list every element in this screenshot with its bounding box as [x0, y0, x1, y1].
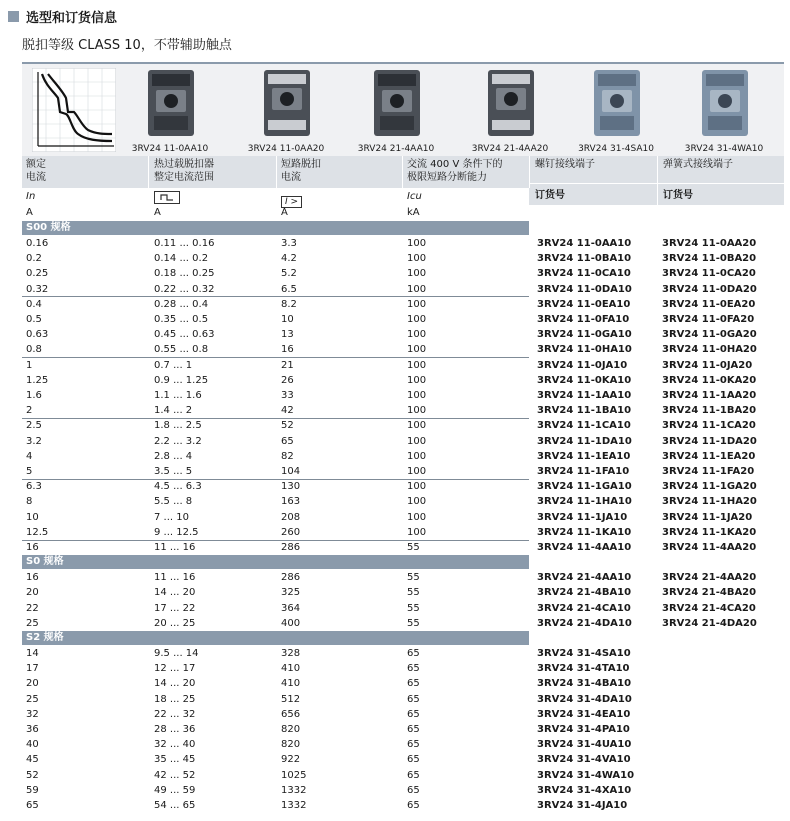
cell-c5: 3RV24 21-4CA10 [537, 602, 631, 614]
cell-c3: 26 [281, 374, 294, 386]
table-row [22, 297, 784, 312]
cell-c5: 3RV24 11-0GA10 [537, 329, 632, 341]
cell-c4: 65 [407, 784, 420, 796]
cell-c4: 65 [407, 769, 420, 781]
table-row [22, 601, 784, 616]
cell-c6: 3RV24 21-4CA20 [662, 602, 756, 614]
cell-c4: 65 [407, 754, 420, 766]
cell-c4: 55 [407, 572, 420, 584]
cell-c5: 3RV24 11-1FA10 [537, 466, 630, 477]
cell-c3: 512 [281, 693, 301, 705]
cell-c3: 163 [281, 496, 301, 508]
table-row [22, 616, 784, 631]
cell-c4: 55 [407, 542, 420, 553]
cell-c5: 3RV24 31-4SA10 [537, 648, 631, 659]
table-row [22, 403, 784, 418]
cell-c3: 656 [281, 708, 301, 720]
table-row [22, 707, 784, 722]
cell-c6: 3RV24 21-4AA20 [662, 572, 757, 584]
table-row [22, 449, 784, 464]
cell-c6: 3RV24 11-1FA20 [662, 466, 755, 477]
cell-c2: 1.8 ... 2.5 [154, 420, 202, 432]
cell-c4: 65 [407, 663, 420, 675]
cell-c4: 100 [407, 390, 427, 401]
cell-c3: 21 [281, 359, 294, 371]
cell-c6: 3RV24 21-4BA20 [662, 587, 757, 599]
cell-c4: 65 [407, 693, 420, 705]
cell-c6: 3RV24 11-1GA20 [662, 481, 757, 493]
table-row [22, 783, 784, 798]
cell-c3: 4.2 [281, 253, 297, 265]
cell-c1: 14 [26, 648, 39, 659]
table-row [22, 434, 784, 449]
cell-c1: 16 [26, 542, 39, 553]
cell-c1: 3.2 [26, 435, 42, 447]
cell-c3: 3.3 [281, 238, 297, 249]
unit-ka: kA [407, 207, 420, 218]
cell-c2: 49 ... 59 [154, 784, 196, 796]
cell-c5: 3RV24 31-4JA10 [537, 800, 628, 811]
cell-c1: 0.16 [26, 238, 49, 249]
cell-c2: 11 ... 16 [154, 572, 196, 584]
cell-c4: 100 [407, 374, 427, 386]
cell-c1: 0.32 [26, 283, 49, 295]
cell-c2: 2.2 ... 3.2 [154, 435, 202, 447]
section-bar: S0 规格 [22, 555, 529, 569]
cell-c4: 100 [407, 359, 427, 371]
cell-c3: 410 [281, 663, 301, 675]
cell-c4: 100 [407, 268, 427, 280]
table-row [22, 312, 784, 327]
cell-c1: 12.5 [26, 526, 49, 538]
product-image: 3RV24 21-4AA10 [336, 64, 456, 156]
cell-c4: 55 [407, 587, 420, 599]
section-bar: S2 规格 [22, 631, 529, 645]
cell-c5: 3RV24 11-1HA10 [537, 496, 632, 508]
cell-c5: 3RV24 11-1GA10 [537, 481, 632, 493]
cell-c2: 12 ... 17 [154, 663, 196, 675]
cell-c1: 40 [26, 739, 39, 751]
cell-c4: 100 [407, 253, 427, 265]
cell-c3: 922 [281, 754, 301, 766]
cell-c6: 3RV24 11-1JA20 [662, 511, 753, 523]
cell-c1: 45 [26, 754, 39, 766]
cell-c6: 3RV24 11-4AA20 [662, 542, 757, 553]
cell-c2: 0.18 ... 0.25 [154, 268, 215, 280]
cell-c2: 1.1 ... 1.6 [154, 390, 202, 401]
table-row [22, 236, 784, 251]
cell-c6: 3RV24 11-0FA20 [662, 314, 755, 325]
cell-c6: 3RV24 11-0CA20 [662, 268, 756, 280]
col-setting-range: 热过载脱扣器 整定电流范围 [154, 159, 214, 183]
cell-c1: 20 [26, 587, 39, 599]
cell-c5: 3RV24 11-0EA10 [537, 298, 631, 310]
cell-c3: 364 [281, 602, 301, 614]
cell-c1: 1.6 [26, 390, 42, 401]
cell-c1: 5 [26, 466, 33, 477]
table-row [22, 282, 784, 297]
cell-c6: 3RV24 11-1BA20 [662, 405, 757, 417]
col-breaking-capacity: 交流 400 V 条件下的 极限短路分断能力 [407, 159, 503, 183]
cell-c3: 410 [281, 678, 301, 690]
section-bar: S00 规格 [22, 221, 529, 235]
cell-c5: 3RV24 31-4PA10 [537, 724, 630, 735]
cell-c1: 17 [26, 663, 39, 675]
table-row [22, 737, 784, 752]
cell-c5: 3RV24 11-1EA10 [537, 450, 631, 462]
cell-c5: 3RV24 11-0FA10 [537, 314, 630, 325]
cell-c5: 3RV24 11-4AA10 [537, 542, 632, 553]
cell-c5: 3RV24 21-4DA10 [537, 617, 632, 629]
cell-c3: 104 [281, 466, 301, 477]
cell-c6: 3RV24 11-1EA20 [662, 450, 756, 462]
cell-c2: 4.5 ... 6.3 [154, 481, 202, 493]
table-row [22, 418, 784, 433]
cell-c2: 7 ... 10 [154, 511, 189, 523]
cell-c2: 32 ... 40 [154, 739, 196, 751]
cell-c1: 0.8 [26, 344, 42, 356]
table-row [22, 692, 784, 707]
cell-c2: 22 ... 32 [154, 708, 196, 720]
cell-c6: 3RV24 11-1KA20 [662, 526, 757, 538]
cell-c6: 3RV24 11-0JA20 [662, 359, 753, 371]
cell-c3: 8.2 [281, 298, 297, 310]
cell-c4: 100 [407, 511, 427, 523]
table-row [22, 570, 784, 585]
cell-c4: 100 [407, 238, 427, 249]
cell-c3: 16 [281, 344, 294, 356]
cell-c4: 65 [407, 678, 420, 690]
cell-c2: 9 ... 12.5 [154, 526, 199, 538]
cell-c2: 0.28 ... 0.4 [154, 298, 209, 310]
cell-c2: 0.14 ... 0.2 [154, 253, 209, 265]
table-row [22, 525, 784, 540]
cell-c2: 3.5 ... 5 [154, 466, 193, 477]
cell-c5: 3RV24 11-0DA10 [537, 283, 632, 295]
cell-c6: 3RV24 21-4DA20 [662, 617, 757, 629]
table-row [22, 388, 784, 403]
table-row [22, 798, 784, 813]
cell-c4: 100 [407, 283, 427, 295]
cell-c1: 4 [26, 450, 33, 462]
cell-c1: 0.63 [26, 329, 49, 341]
cell-c2: 14 ... 20 [154, 587, 196, 599]
table-row [22, 585, 784, 600]
cell-c3: 208 [281, 511, 301, 523]
tripping-curve-icon [32, 68, 116, 152]
cell-c4: 100 [407, 496, 427, 508]
col-screw-terminal: 螺钉接线端子 [535, 159, 595, 170]
product-image-row [22, 64, 784, 156]
cell-c1: 59 [26, 784, 39, 796]
cell-c2: 0.45 ... 0.63 [154, 329, 215, 341]
cell-c1: 16 [26, 572, 39, 584]
cell-c1: 2.5 [26, 420, 42, 432]
table-row [22, 479, 784, 494]
cell-c1: 20 [26, 678, 39, 690]
cell-c1: 0.4 [26, 298, 42, 310]
cell-c4: 100 [407, 450, 427, 462]
cell-c2: 11 ... 16 [154, 542, 196, 553]
cell-c2: 28 ... 36 [154, 724, 196, 735]
cell-c3: 328 [281, 648, 301, 659]
table-row [22, 342, 784, 357]
cell-c2: 18 ... 25 [154, 693, 196, 705]
cell-c6: 3RV24 11-1HA20 [662, 496, 757, 508]
cell-c6: 3RV24 11-1AA20 [662, 390, 757, 401]
cell-c3: 1332 [281, 800, 307, 811]
col-spring-terminal: 弹簧式接线端子 [663, 159, 733, 170]
cell-c3: 10 [281, 314, 294, 325]
cell-c1: 1.25 [26, 374, 49, 386]
table-row [22, 646, 784, 661]
cell-c4: 55 [407, 602, 420, 614]
cell-c3: 13 [281, 329, 294, 341]
cell-c3: 325 [281, 587, 301, 599]
cell-c1: 25 [26, 617, 39, 629]
cell-c1: 8 [26, 496, 33, 508]
cell-c4: 55 [407, 617, 420, 629]
cell-c4: 65 [407, 648, 420, 659]
cell-c3: 400 [281, 617, 301, 629]
cell-c5: 3RV24 11-0JA10 [537, 359, 628, 371]
product-image: 3RV24 31-4SA10 [556, 64, 676, 156]
symbol-icu: Icu [407, 191, 422, 202]
cell-c2: 0.55 ... 0.8 [154, 344, 209, 356]
cell-c6: 3RV24 11-0BA20 [662, 253, 757, 265]
cell-c1: 32 [26, 708, 39, 720]
order-no-label: 订货号 [663, 190, 693, 201]
table-row [22, 510, 784, 525]
cell-c1: 25 [26, 693, 39, 705]
cell-c5: 3RV24 21-4AA10 [537, 572, 632, 584]
cell-c5: 3RV24 11-1KA10 [537, 526, 632, 538]
cell-c3: 82 [281, 450, 294, 462]
table-row [22, 752, 784, 767]
product-image: 3RV24 11-0AA20 [226, 64, 346, 156]
cell-c3: 820 [281, 739, 301, 751]
cell-c4: 100 [407, 298, 427, 310]
table-row [22, 464, 784, 479]
cell-c1: 6.3 [26, 481, 42, 493]
cell-c4: 100 [407, 435, 427, 447]
cell-c6: 3RV24 11-0HA20 [662, 344, 757, 356]
cell-c5: 3RV24 11-1BA10 [537, 405, 632, 417]
cell-c4: 65 [407, 739, 420, 751]
cell-c2: 0.11 ... 0.16 [154, 238, 215, 249]
cell-c2: 54 ... 65 [154, 800, 196, 811]
order-no-label: 订货号 [535, 190, 565, 201]
cell-c2: 1.4 ... 2 [154, 405, 193, 417]
table-row [22, 251, 784, 266]
cell-c3: 1332 [281, 784, 307, 796]
unit-a: A [281, 207, 288, 218]
product-image: 3RV24 31-4WA10 [664, 64, 784, 156]
cell-c6: 3RV24 11-0GA20 [662, 329, 757, 341]
cell-c6: 3RV24 11-0KA20 [662, 374, 757, 386]
section-header [8, 8, 117, 24]
cell-c4: 65 [407, 724, 420, 735]
cell-c1: 36 [26, 724, 39, 735]
cell-c4: 65 [407, 800, 420, 811]
table-row [22, 722, 784, 737]
cell-c3: 286 [281, 542, 301, 553]
cell-c5: 3RV24 21-4BA10 [537, 587, 632, 599]
cell-c4: 100 [407, 526, 427, 538]
cell-c3: 1025 [281, 769, 307, 781]
cell-c1: 0.5 [26, 314, 42, 325]
cell-c1: 10 [26, 511, 39, 523]
cell-c5: 3RV24 11-1DA10 [537, 435, 632, 447]
cell-c2: 42 ... 52 [154, 769, 196, 781]
table-row [22, 540, 784, 555]
cell-c6: 3RV24 11-0DA20 [662, 283, 757, 295]
cell-c1: 65 [26, 800, 39, 811]
cell-c2: 2.8 ... 4 [154, 450, 193, 462]
cell-c5: 3RV24 11-1AA10 [537, 390, 632, 401]
cell-c5: 3RV24 31-4DA10 [537, 693, 632, 705]
cell-c5: 3RV24 11-0HA10 [537, 344, 632, 356]
unit-a: A [154, 207, 161, 218]
cell-c5: 3RV24 31-4VA10 [537, 754, 631, 766]
cell-c3: 65 [281, 435, 294, 447]
cell-c3: 820 [281, 724, 301, 735]
cell-c1: 2 [26, 405, 33, 417]
cell-c2: 0.22 ... 0.32 [154, 283, 215, 295]
table-row [22, 661, 784, 676]
cell-c3: 42 [281, 405, 294, 417]
cell-c3: 6.5 [281, 283, 297, 295]
table-row [22, 327, 784, 342]
cell-c4: 100 [407, 405, 427, 417]
cell-c1: 0.2 [26, 253, 42, 265]
cell-c5: 3RV24 11-1JA10 [537, 511, 628, 523]
col-short-circuit: 短路脱扣 电流 [281, 159, 321, 183]
cell-c4: 100 [407, 329, 427, 341]
cell-c6: 3RV24 11-1CA20 [662, 420, 756, 432]
cell-c2: 0.7 ... 1 [154, 359, 193, 371]
cell-c2: 14 ... 20 [154, 678, 196, 690]
table-row [22, 358, 784, 373]
col-rated-current: 额定 电流 [26, 159, 46, 183]
table-row [22, 266, 784, 281]
cell-c5: 3RV24 31-4WA10 [537, 769, 635, 781]
cell-c1: 1 [26, 359, 33, 371]
symbol-i-gt: I > [281, 196, 302, 208]
table-row [22, 373, 784, 388]
cell-c5: 3RV24 31-4EA10 [537, 708, 631, 720]
table-row [22, 676, 784, 691]
cell-c2: 20 ... 25 [154, 617, 196, 629]
cell-c5: 3RV24 11-0BA10 [537, 253, 632, 265]
header-square-icon [8, 11, 19, 22]
cell-c6: 3RV24 11-1DA20 [662, 435, 757, 447]
cell-c5: 3RV24 31-4TA10 [537, 663, 630, 675]
cell-c3: 33 [281, 390, 294, 401]
cell-c4: 100 [407, 420, 427, 432]
table-row [22, 768, 784, 783]
cell-c6: 3RV24 11-0EA20 [662, 298, 756, 310]
cell-c5: 3RV24 11-0CA10 [537, 268, 631, 280]
symbol-in: In [26, 191, 36, 202]
cell-c2: 9.5 ... 14 [154, 648, 199, 659]
table-row [22, 494, 784, 509]
cell-c1: 0.25 [26, 268, 49, 280]
cell-c3: 52 [281, 420, 294, 432]
cell-c3: 130 [281, 481, 301, 493]
cell-c5: 3RV24 11-1CA10 [537, 420, 631, 432]
unit-a: A [26, 207, 33, 218]
cell-c2: 5.5 ... 8 [154, 496, 193, 508]
cell-c6: 3RV24 11-0AA20 [662, 238, 757, 249]
cell-c3: 260 [281, 526, 301, 538]
cell-c4: 100 [407, 344, 427, 356]
cell-c4: 65 [407, 708, 420, 720]
cell-c2: 0.9 ... 1.25 [154, 374, 209, 386]
cell-c4: 100 [407, 481, 427, 493]
page-title: 选型和订货信息 [26, 10, 118, 26]
cell-c5: 3RV24 11-0KA10 [537, 374, 632, 386]
product-image: 3RV24 21-4AA20 [450, 64, 570, 156]
cell-c5: 3RV24 31-4XA10 [537, 784, 632, 796]
cell-c1: 52 [26, 769, 39, 781]
product-image: 3RV24 11-0AA10 [110, 64, 230, 156]
subtitle: 脱扣等级 CLASS 10，不带辅助触点 [22, 38, 232, 53]
cell-c4: 100 [407, 466, 427, 477]
cell-c5: 3RV24 11-0AA10 [537, 238, 632, 249]
cell-c2: 35 ... 45 [154, 754, 196, 766]
cell-c5: 3RV24 31-4BA10 [537, 678, 632, 690]
cell-c3: 286 [281, 572, 301, 584]
cell-c1: 22 [26, 602, 39, 614]
cell-c2: 0.35 ... 0.5 [154, 314, 209, 325]
cell-c3: 5.2 [281, 268, 297, 280]
cell-c4: 100 [407, 314, 427, 325]
cell-c2: 17 ... 22 [154, 602, 196, 614]
cell-c5: 3RV24 31-4UA10 [537, 739, 632, 751]
